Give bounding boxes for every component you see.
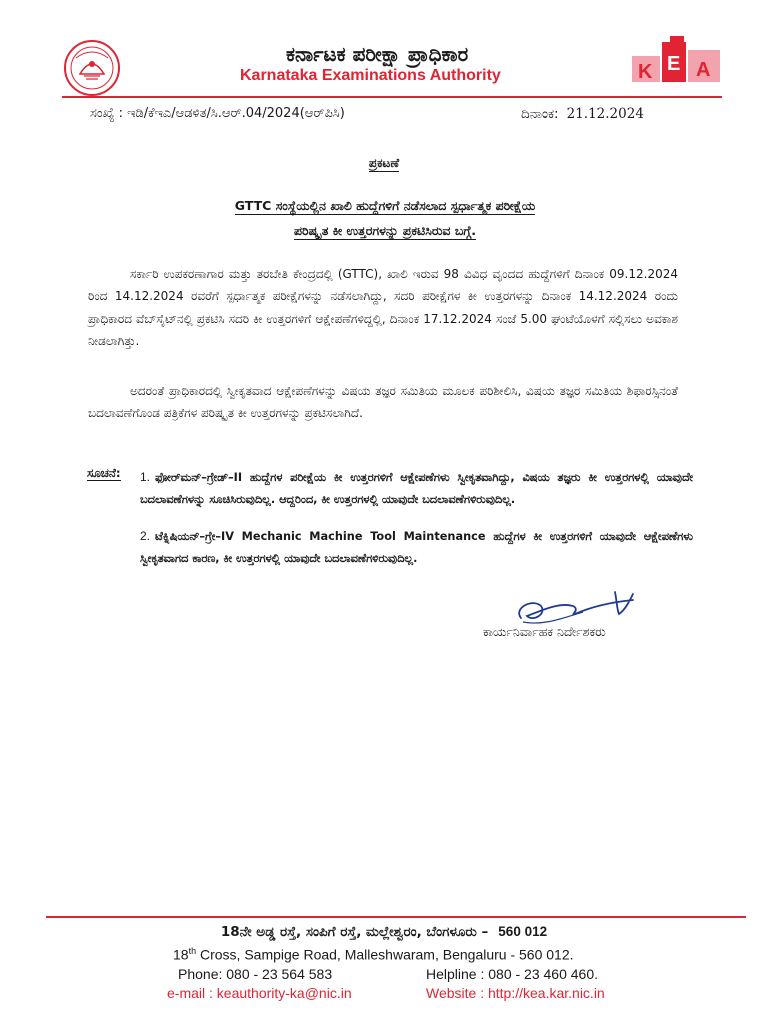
address-kannada-text: 18ನೇ ಅಡ್ಡ ರಸ್ತೆ, ಸಂಪಿಗೆ ರಸ್ತೆ, ಮಲ್ಲೇಶ್ವರಂ, ಬೆಂಗಳೂರು – <box>220 924 489 940</box>
kea-logo-letter: K <box>638 61 653 83</box>
authority-name-english: Karnataka Examinations Authority <box>240 67 501 84</box>
paragraph-2: ಅದರಂತೆ ಪ್ರಾಧಿಕಾರದಲ್ಲಿ ಸ್ವೀಕೃತವಾದ ಆಕ್ಷೇಪಣೆಗಳನ್ನು ವಿಷಯ ತಜ್ಞರ ಸಮಿತಿಯ ಮೂಲಕ ಪರಿಶೀಲಿಸಿ, ವಿಷಯ ತಜ್ಞರ ಸಮಿತಿಯ ಶಿಫಾರಸ್ಸಿನಂತೆ ಬದಲಾವಣೆಗೊಂಡ ಪತ್ರಿಕೆಗಳ ಪರಿಷ್ಕೃತ ಕೀ ಉತ್ತರಗಳನ್ನು ಪ್ರಕಟಿಸಲಾಗಿದೆ. <box>88 384 678 421</box>
reference-label: ಸಂಖ್ಯೆ : <box>90 106 123 121</box>
note-item <box>140 466 693 512</box>
website-link[interactable]: Website : http://kea.kar.nic.in <box>426 985 605 1001</box>
subject-line-1: GTTC ಸಂಸ್ಥೆಯಲ್ಲಿನ ಖಾಲಿ ಹುದ್ದೆಗಳಿಗೆ ನಡೆಸಲಾದ ಸ್ಪರ್ಧಾತ್ಮಕ ಪರೀಕ್ಷೆಯ <box>234 198 536 213</box>
note-number: 2. <box>140 529 151 543</box>
kea-logo-letter: E <box>667 53 681 75</box>
address-english-text: Cross, Sampige Road, Malleshwaram, Bengaluru - 560 012. <box>196 946 574 963</box>
reference-value: ಇಡಿ/ಕೆಇಎ/ಆಡಳಿತ/ಸಿ.ಆರ್.04/2024(ಆರ್‌ಪಿಸಿ) <box>127 106 345 121</box>
note-number: 1. <box>140 470 151 484</box>
footer-divider <box>46 916 746 918</box>
issue-date <box>521 106 644 122</box>
subject-line-2: ಪರಿಷ್ಕೃತ ಕೀ ಉತ್ತರಗಳನ್ನು ಪ್ರಕಟಿಸಿರುವ ಬಗ್ಗೆ. <box>293 223 477 238</box>
note-text: ಟೆಕ್ನಿಷಿಯನ್‌–ಗ್ರೇ–IV Mechanic Machine Tool Maintenance ಹುದ್ದೆಗಳ ಕೀ ಉತ್ತರಗಳಿಗೆ ಯಾವುದೇ ಆಕ್ಷೇಪಣೆಗಳು ಸ್ವೀಕೃತವಾಗದ ಕಾರಣ, ಕೀ ಉತ್ತರಗಳಲ್ಲಿ ಯಾವುದೇ ಬದಲಾವಣೆಗಳಿರುವುದಿಲ್ಲ. <box>140 530 693 566</box>
kea-logo-icon <box>630 36 722 84</box>
notice-subject <box>160 193 610 243</box>
address-number: 18 <box>173 946 189 963</box>
signatory-title: ಕಾರ್ಯನಿರ್ವಾಹಕ ನಿರ್ದೇಶಕರು <box>483 624 606 639</box>
notes-label-text: ಸೂಚನೆ: <box>87 466 121 480</box>
note-text: ಫೋರ್‌ಮನ್‌–ಗ್ರೇಡ್‌–II ಹುದ್ದೆಗಳ ಪರೀಕ್ಷೆಯ ಕೀ ಉತ್ತರಗಳಿಗೆ ಆಕ್ಷೇಪಣೆಗಳು ಸ್ವೀಕೃತವಾಗಿದ್ದು, ವಿಷಯ ತಜ್ಞರು ಕೀ ಉತ್ತರಗಳಲ್ಲಿ ಯಾವುದೇ ಬದಲಾವಣೆಗಳನ್ನು ಸೂಚಿಸಿರುವುದಿಲ್ಲ. ಆದ್ದರಿಂದ, ಕೀ ಉತ್ತರಗಳಲ್ಲಿ ಯಾವುದೇ ಬದಲಾವಣೆಗಳಿರುವುದಿಲ್ಲ. <box>140 471 693 507</box>
phone-number: Phone: 080 - 23 564 583 <box>178 966 333 982</box>
notice-heading <box>0 156 768 171</box>
helpline-number: Helpline : 080 - 23 460 460. <box>426 966 599 982</box>
notes-label <box>87 466 121 481</box>
date-value: 21.12.2024 <box>566 106 644 122</box>
address-kannada <box>0 924 768 940</box>
authority-name-kannada: ಕರ್ನಾಟಕ ಪರೀಕ್ಷಾ ಪ್ರಾಧಿಕಾರ <box>286 42 469 66</box>
header-divider <box>62 96 722 98</box>
address-ordinal: th <box>188 946 197 956</box>
karnataka-emblem-icon <box>62 38 122 98</box>
email-link[interactable]: e-mail : keauthority-ka@nic.in <box>167 985 352 1001</box>
address-english <box>173 946 574 963</box>
reference-number <box>90 106 345 121</box>
note-item <box>140 525 693 571</box>
date-label: ದಿನಾಂಕ: <box>521 106 559 122</box>
kea-logo-letter: A <box>696 59 711 81</box>
address-pincode: 560 012 <box>498 924 548 939</box>
paragraph-1: ಸರ್ಕಾರಿ ಉಪಕರಣಾಗಾರ ಮತ್ತು ತರಬೇತಿ ಕೇಂದ್ರದಲ್ಲಿ (GTTC), ಖಾಲಿ ಇರುವ 98 ವಿವಿಧ ವೃಂದದ ಹುದ್ದೆಗಳಿಗೆ ದಿನಾಂಕ 09.12.2024 ರಿಂದ 14.12.2024 ರವರೆಗೆ ಸ್ಪರ್ಧಾತ್ಮಕ ಪರೀಕ್ಷೆಗಳನ್ನು ನಡೆಸಲಾಗಿದ್ದು, ಸದರಿ ಪರೀಕ್ಷೆಗಳ ಕೀ ಉತ್ತರಗಳನ್ನು ದಿನಾಂಕ 14.12.2024 ರಂದು ಪ್ರಾಧಿಕಾರದ ವೆಬ್‌ಸೈಟ್‌ನಲ್ಲಿ ಪ್ರಕಟಿಸಿ ಸದರಿ ಕೀ ಉತ್ತರಗಳಿಗೆ ಆಕ್ಷೇಪಣೆಗಳಿದ್ದಲ್ಲಿ, ದಿನಾಂಕ 17.12.2024 ಸಂಜೆ 5.00 ಘಂಟೆಯೊಳಗೆ ಸಲ್ಲಿಸಲು ಅವಕಾಶ ನೀಡಲಾಗಿತ್ತು. <box>88 267 678 348</box>
notice-heading-text: ಪ್ರಕಟಣೆ <box>368 156 400 170</box>
